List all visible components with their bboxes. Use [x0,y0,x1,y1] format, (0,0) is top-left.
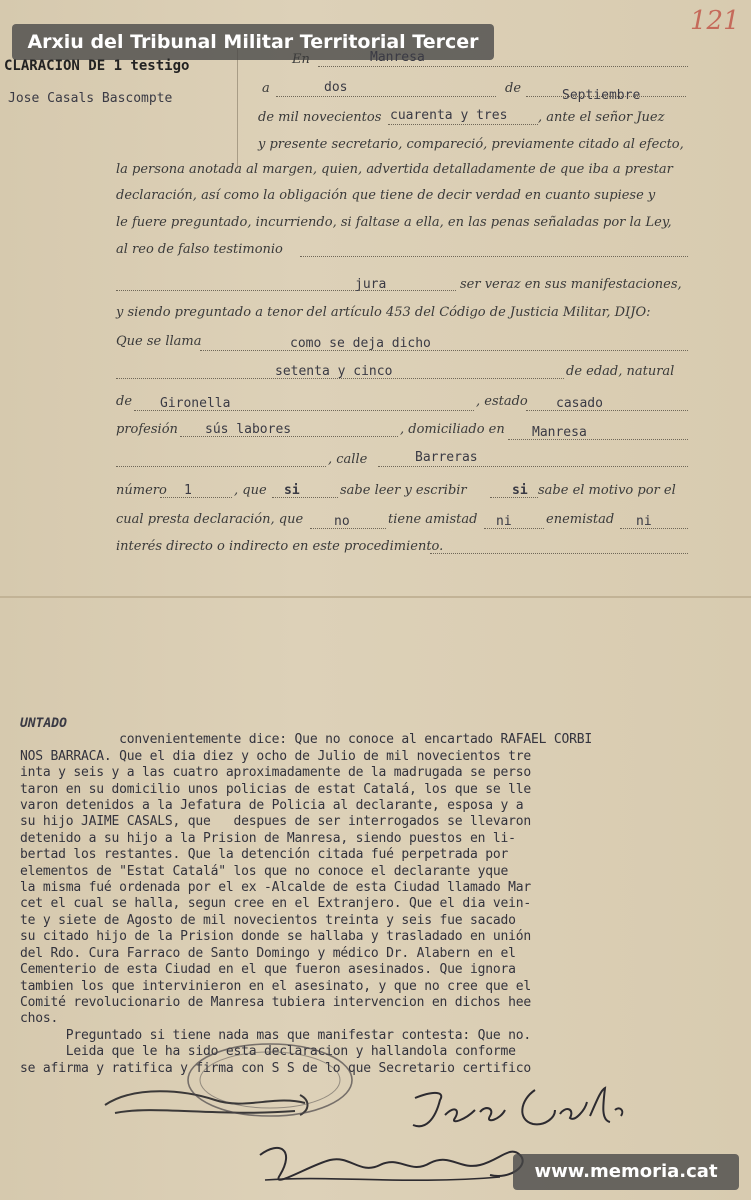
statement-line: inta y seis y a las cuatro aproximadamente de la madrugada se perso [20,765,531,781]
form-line5: la persona anotada al margen, quien, advertida detalladamente de que iba a prestar [116,162,673,177]
statement-line: se afirma y ratifica y firma con S S de lo que Secretario certifico [20,1060,531,1076]
form-street-label: , calle [328,452,368,467]
page-number: 121 [690,6,740,36]
statement-line: tambien los que intervinieron en el asesinato, y que no cree que el [20,978,531,994]
form-friend: no [334,514,350,529]
statement-line: convenientemente dice: Que no conoce al encartado RAFAEL CORBI [20,732,592,748]
form-oath-text: ser veraz en sus manifestaciones, [460,277,682,292]
form-place: Manresa [370,50,425,65]
form-knows-label: sabe el motivo por el [538,483,676,498]
form-ni1: ni [496,514,512,529]
form-day: dos [324,80,348,95]
statement-line: NOS BARRACA. Que el dia diez y ocho de Julio de mil novecientos tre [20,748,531,764]
form-profession-label: profesión [116,422,178,437]
statement-line: elementos de "Estat Catalá" los que no conoce el declarante yque [20,863,509,879]
statement-line: la misma fué ordenada por el ex -Alcalde de esta Ciudad llamado Mar [20,880,531,896]
form-year: cuarenta y tres [390,108,508,123]
margin-heading: CLARACION DE 1 testigo [4,58,190,74]
form-number: 1 [184,483,192,498]
form-reads-label: sabe leer y escribir [340,483,467,498]
form-enmity: enemistad [546,512,615,527]
form-friend-label: cual presta declaración, que [116,512,304,527]
form-line10: y siendo preguntado a tenor del artículo 453 del Código de Justicia Militar, DIJO: [116,305,651,320]
form-profession: sús labores [205,422,292,437]
form-line8: al reo de falso testimonio [116,242,283,257]
form-friendship: tiene amistad [388,512,478,527]
form-judge: , ante el señor Juez [538,110,665,125]
witness-signature [405,1080,655,1140]
form-line4: y presente secretario, compareció, previamente citado al efecto, [258,137,684,152]
statement-body [20,716,750,1093]
form-year-label: de mil novecientos [258,110,382,125]
form-that: , que [234,483,267,498]
statement-line: del Rdo. Cura Farraco de Santo Domingo y médico Dr. Alabern en el [20,945,516,961]
form-a: a [262,81,270,96]
form-status-label: , estado [476,394,528,409]
form-domicile: Manresa [532,425,587,440]
form-origin-label: de [116,394,133,409]
statement-line: detenido a su hijo a la Prision de Manresa, siendo puestos en li- [20,830,516,846]
statement-line: taron en su domicilio unos policias de estat Catalá, los que se lle [20,781,531,797]
form-status: casado [556,396,603,411]
form-oath: jura [355,277,387,292]
form-domicile-label: , domiciliado en [400,422,505,437]
form-en: En [292,52,310,67]
form-name-label: Que se llama [116,334,202,349]
statement-line: su hijo JAIME CASALS, que despues de ser interrogados se llevaron [20,814,531,830]
form-line6: declaración, así como la obligación que tiene de decir verdad en cuanto supiese y [116,188,656,203]
form-line18: interés directo o indirecto en este procedimiento. [116,539,444,554]
archive-title-banner: Arxiu del Tribunal Militar Territorial Tercer [12,24,494,60]
statement-line: varon detenidos a la Jefatura de Policia al declarante, esposa y a [20,798,524,814]
page-fold [0,596,751,598]
statement-line: cet el cual se halla, segun cree en el Extranjero. Que el dia vein- [20,896,531,912]
statement-line: Comité revolucionario de Manresa tubiera intervencion en dichos hee [20,994,531,1010]
statement-line: su citado hijo de la Prision donde se hallaba y trasladado en unión [20,929,531,945]
statement-line: Leida que le ha sido esta declaracion y hallandola conforme [20,1044,516,1060]
statement-line: Cementerio de esta Ciudad en el que fueron asesinados. Que ignora [20,962,516,978]
form-age: setenta y cinco [275,364,393,379]
form-name: como se deja dicho [290,336,431,351]
statement-label: UNTADO [20,716,67,731]
statement-line: te y siete de Agosto de mil novecientos treinta y seis fue sacado [20,912,516,928]
statement-line: Preguntado si tiene nada mas que manifestar contesta: Que no. [20,1027,531,1043]
form-street: Barreras [415,450,478,465]
form-age-label: de edad, natural [566,364,675,379]
form-ni2: ni [636,514,652,529]
form-origin: Gironella [160,396,231,411]
watermark-banner: www.memoria.cat [513,1154,739,1190]
circular-stamp [170,1040,370,1120]
form-de: de [505,81,522,96]
form-month: Septiembre [562,88,641,103]
statement-line: bertad los restantes. Que la detención citada fué perpetrada por [20,847,509,863]
form-reads: si [284,483,300,498]
form-number-label: número [116,483,167,498]
statement-line: chos. [20,1011,59,1027]
form-line7: le fuere preguntado, incurriendo, si faltase a ella, en las penas señaladas por la Ley, [116,215,672,230]
witness-name: Jose Casals Bascompte [8,91,173,106]
form-knows: si [512,483,528,498]
